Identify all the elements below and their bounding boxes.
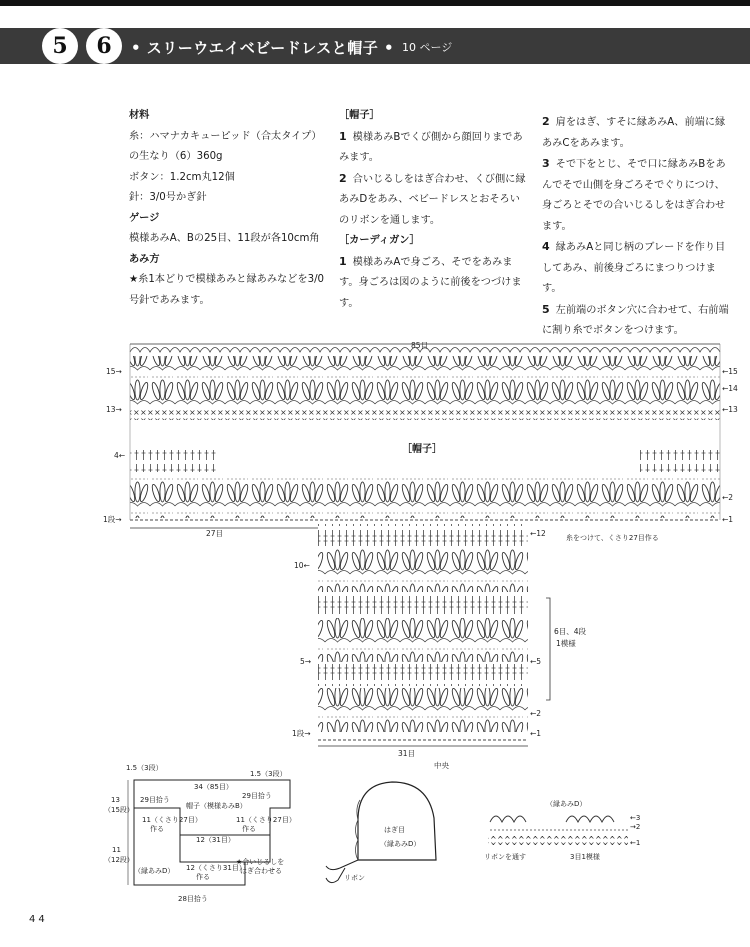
hat-heading: ［帽子］ [339, 110, 380, 121]
bottom-left-count: 27目 [206, 529, 224, 538]
chain-l1: 11（くさり27目） [142, 816, 202, 824]
repeat-note-1: 6目、4段 [554, 627, 587, 636]
step-number: 2 [339, 171, 347, 185]
lower-dc-rows-2 [318, 594, 528, 616]
edging-sc-row [488, 836, 628, 845]
step-number: 4 [542, 240, 550, 253]
page-number: 44 [29, 914, 48, 925]
pick-left: 29目拾う [140, 796, 170, 804]
seam-label: はぎ目 [384, 826, 405, 834]
h2: 11 [112, 846, 121, 854]
step-number: 3 [542, 157, 550, 170]
sc-row [130, 410, 720, 420]
pattern-number-5: 5 [42, 28, 78, 64]
step-number: 5 [542, 302, 550, 316]
attach-note: 糸をつけて、くさり27目作る [566, 534, 659, 542]
row-1b-left: 1段→ [292, 729, 311, 738]
lower-fan-rows-3 [318, 688, 528, 732]
hat-chart-upper [130, 344, 720, 520]
pick-right: 29目拾う [242, 792, 272, 800]
fan-stitch-rows-bottom [130, 474, 720, 518]
edging-arches [490, 816, 614, 822]
step-text: そで下をとじ、そで口に縁あみBをあんでそで山側を身ごろそでぐりにつけ、身ごろとそでの合いじるしをはぎ合わせます。 [542, 159, 726, 232]
row-1b-right: ←1 [530, 729, 542, 738]
tr-label: 1.5（3段） [250, 770, 287, 778]
bottom-count: 31目 [398, 749, 416, 758]
step-text: 模様あみBでくび側から顔回りまであみます。 [339, 131, 523, 163]
bonnet-illustration [326, 782, 436, 883]
chain-l2: 作る [150, 825, 164, 833]
bottom-chain2: 作る [196, 873, 210, 881]
ribbon-label: リボン [344, 874, 365, 882]
row-5-right: ←5 [530, 657, 542, 666]
h2b: （12段） [104, 856, 134, 864]
hook-text: 針：3/0号かぎ針 [129, 192, 207, 203]
fan-stitch-rows-top [130, 356, 720, 408]
tl-label: 1.5（3段） [126, 764, 163, 772]
row-10: 10← [294, 561, 310, 570]
edging-repeat: 3目1模様 [570, 853, 600, 861]
chain-r1: 11（くさり27目） [236, 816, 296, 824]
step-text: 模様あみAで身ごろ、そでをあみます。身ごろは図のように前後をつづけます。 [339, 256, 522, 309]
edging-title: （縁あみD） [546, 800, 587, 808]
page-reference: 10 ページ [402, 41, 453, 54]
materials-heading: 材料 [129, 110, 150, 121]
edging-r2: →2 [630, 823, 641, 831]
top-count: 85目 [411, 341, 429, 350]
edge-label: （縁あみD） [134, 867, 175, 875]
row-13-left: 13→ [106, 405, 122, 414]
row-2b: ←2 [530, 709, 542, 718]
row-13-right: ←13 [722, 405, 738, 414]
h1: 13 [111, 796, 120, 804]
join2: はぎ合わせる [240, 867, 282, 875]
edging-r3: ←3 [630, 814, 641, 822]
edging-label: （縁あみD） [380, 840, 421, 848]
step-text: 縁あみAと同じ柄のブレードを作り目してあみ、前後身ごろにまつりつけます。 [542, 242, 726, 294]
bottom-chain1: 12（くさり31目） [186, 864, 246, 872]
lower-fan-rows-2 [318, 618, 528, 662]
bonnet-shape [358, 782, 436, 860]
row-12: ←12 [530, 529, 546, 538]
edging-d-diagram [488, 816, 628, 845]
lower-dc-rows-3 [318, 664, 528, 686]
row-1-right: ←1 [722, 515, 734, 524]
gauge-heading: ゲージ [129, 212, 160, 224]
step-number: 2 [542, 115, 550, 128]
row-5-left: 5→ [300, 657, 312, 666]
lower-dc-rows-1 [318, 524, 528, 546]
row-4: 4← [114, 451, 126, 460]
repeat-bracket [546, 598, 550, 700]
lower-fan-rows-1 [318, 548, 528, 592]
repeat-note-2: 1模様 [556, 639, 576, 648]
center-label: 中央 [434, 761, 449, 770]
pattern-number-6: 6 [86, 28, 122, 64]
mid-label: 12（31目） [196, 836, 235, 844]
step-text: 左前端のボタン穴に合わせて、右前端に割り糸でボタンをつけます。 [542, 304, 729, 336]
join1: ★合いじるしを [236, 858, 285, 866]
edging-ribbon: リボンを通す [484, 853, 526, 861]
method-heading: あみ方 [129, 253, 160, 265]
row-15-right: ←15 [722, 367, 738, 376]
hat-label: 帽子（模様あみB） [186, 802, 247, 810]
chart-title: ［帽子］ [402, 444, 442, 455]
step-text: 肩をはぎ、すそに縁あみA、前端に縁あみCをあみます。 [542, 117, 726, 149]
step-text: 合いじるしをはぎ合わせ、くび側に縁あみDをあみ、ベビードレスとおそろいのリボンを通します。 [339, 173, 526, 226]
chain-r2: 作る [242, 825, 256, 833]
buttons-text: ボタン：1.2cm丸12個 [129, 171, 235, 183]
row-2-right: ←2 [722, 493, 734, 502]
row-1-left: 1段→ [103, 515, 122, 524]
row-15-left: 15→ [106, 367, 122, 376]
cardigan-heading: ［カーディガン］ [339, 235, 420, 246]
right-dc-block [640, 450, 720, 472]
method-text: ★糸1本どりで模様あみと縁あみなどを3/0号針であみます。 [129, 274, 325, 306]
step-number: 1 [339, 254, 347, 268]
schematic-labels [104, 763, 296, 903]
edging-r1: ←1 [630, 839, 641, 847]
top-label: 34（85目） [194, 783, 233, 791]
left-dc-block [130, 450, 218, 472]
h1b: （15段） [104, 806, 134, 814]
yarn-text: 糸：ハマナカキューピッド（合太タイプ）の生なり（6）360g [129, 130, 322, 162]
step-number: 1 [339, 129, 347, 143]
page-title: • スリーウエイベビードレスと帽子 • [131, 39, 395, 57]
row-14: ←14 [722, 384, 738, 393]
gauge-text: 模様あみA、Bの25目、11段が各10cm角 [129, 233, 320, 244]
bottom-pick: 28目拾う [178, 895, 208, 903]
